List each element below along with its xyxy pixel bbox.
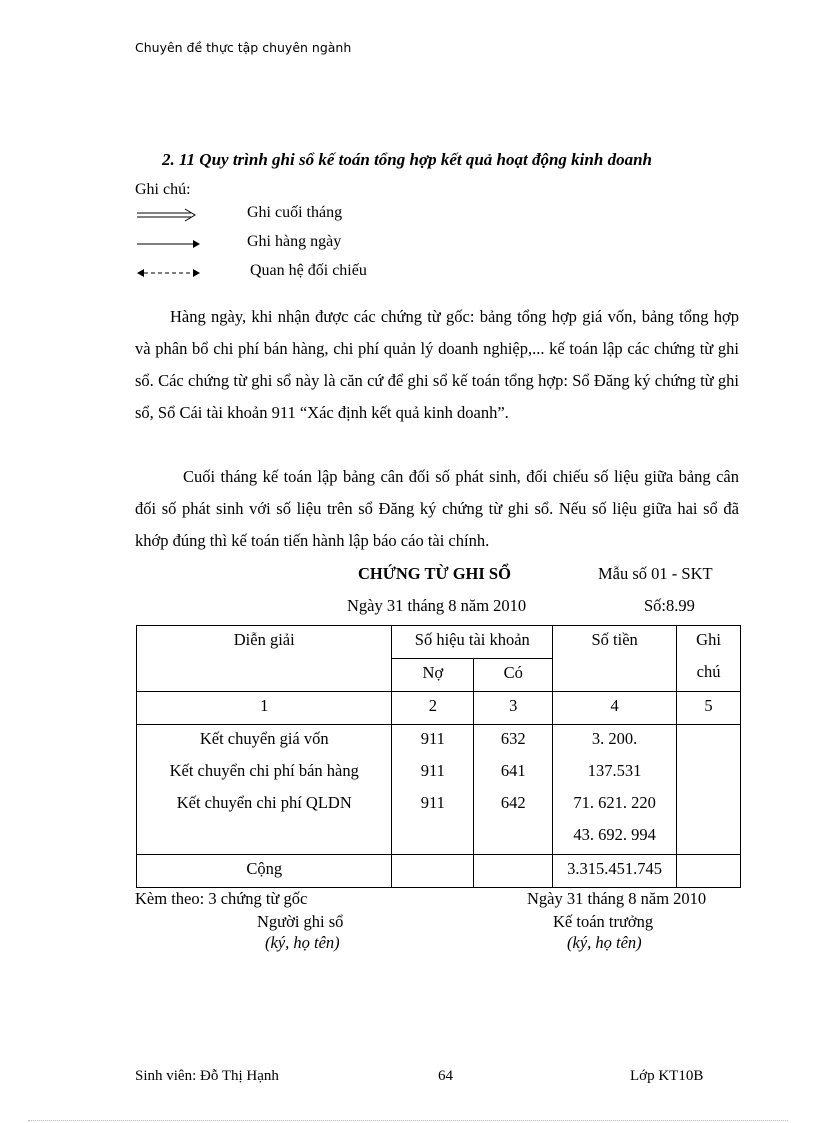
column-number: 3 [474,692,553,725]
sign-note-right: (ký, họ tên) [567,933,642,952]
table-cell [137,821,391,853]
column-header-amount: Số tiền [553,626,677,692]
class-name: Lớp KT10B [630,1068,704,1084]
total-amount: 3.315.451.745 [553,855,677,888]
column-header-description: Diễn giải [137,626,392,692]
table-cell: Kết chuyển chi phí bán hàng [169,761,359,780]
descriptions-cell [137,725,392,855]
voucher-number: Số:8.99 [644,596,695,615]
sign-note-left: (ký, họ tên) [265,933,340,952]
table-cell: 911 [420,729,445,748]
section-heading: 2. 11 Quy trình ghi sổ kế toán tổng hợp kết quả hoạt động kinh doanh [162,150,652,169]
table-cell: 911 [420,793,445,812]
legend-title: Ghi chú: [135,181,191,198]
voucher-title: CHỨNG TỪ GHI SỔ [358,564,511,583]
amount-cell [553,725,677,855]
double-arrow-icon [137,208,197,222]
running-header: Chuyên đề thực tập chuyên ngành [135,40,352,55]
legend-item-daily [137,233,437,255]
table-cell [474,855,553,888]
total-row [137,855,741,888]
table-cell: 641 [500,761,526,780]
column-number: 2 [392,692,474,725]
table-cell: 642 [500,793,526,812]
table-cell: 632 [500,729,526,748]
credit-cell [474,725,553,855]
page-number: 64 [438,1068,453,1084]
table-cell: 71. 621. 220 [573,793,656,812]
entries-row [137,725,741,855]
table-cell: 137.531 [587,761,642,780]
table-cell: 911 [420,761,445,780]
table-cell: Kết chuyển giá vốn [199,729,329,748]
column-number: 5 [677,692,741,725]
table-cell: 43. 692. 994 [573,825,656,844]
chief-accountant-title: Kế toán trưởng [553,912,654,931]
legend-item-monthly [137,204,437,226]
signing-date: Ngày 31 tháng 8 năm 2010 [527,889,707,908]
table-cell: Kết chuyển chi phí QLDN [176,793,352,812]
table-cell: 3. 200. [591,729,638,748]
column-number: 4 [553,692,677,725]
preparer-title: Người ghi sổ [257,912,344,931]
total-label: Cộng [137,855,392,888]
form-number: Mẫu số 01 - SKT [598,564,713,583]
table-cell [677,855,741,888]
legend-label: Quan hệ đối chiếu [250,262,367,279]
arrow-icon [137,237,201,251]
voucher-date: Ngày 31 tháng 8 năm 2010 [347,596,527,615]
voucher-table [136,625,741,888]
student-name: Sinh viên: Đỗ Thị Hạnh [135,1068,279,1084]
legend-label: Ghi hàng ngày [247,233,342,250]
debit-cell [392,725,474,855]
table-cell [474,821,552,853]
dashed-double-arrow-icon [137,266,201,280]
column-header-debit: Nợ [392,659,474,692]
paragraph: Hàng ngày, khi nhận được các chứng từ gốc: bảng tổng hợp giá vốn, bảng tổng hợp và phân bổ chi phí bán hàng, chi phí quản lý doanh nghiệp,... kế toán lập các chứng từ ghi sổ. Các chứng từ ghi sổ này là căn cứ để ghi sổ kế toán tổng hợp: Sổ Đăng ký chứng từ ghi sổ, Sổ Cái tài khoản 911 “Xác định kết quả kinh doanh”. [135,307,739,422]
table-cell [392,821,473,853]
column-number: 1 [137,692,392,725]
note-cell [677,725,741,855]
column-header-account: Số hiệu tài khoản [392,626,553,659]
column-header-credit: Có [474,659,553,692]
column-header-note: Ghi chú [677,626,741,692]
legend-label: Ghi cuối tháng [247,204,343,221]
page-bottom-divider [28,1120,788,1121]
paragraph: Cuối tháng kế toán lập bảng cân đối số phát sinh, đối chiếu số liệu giữa bảng cân đối số phát sinh với số liệu trên sổ Đăng ký chứng từ ghi sổ. Nếu số liệu giữa hai sổ đã khớp đúng thì kế toán tiến hành lập báo cáo tài chính. [135,467,739,550]
column-number-row [137,692,741,725]
attached-documents: Kèm theo: 3 chứng từ gốc [135,889,308,908]
legend-item-reconcile [137,262,437,284]
table-cell [392,855,474,888]
